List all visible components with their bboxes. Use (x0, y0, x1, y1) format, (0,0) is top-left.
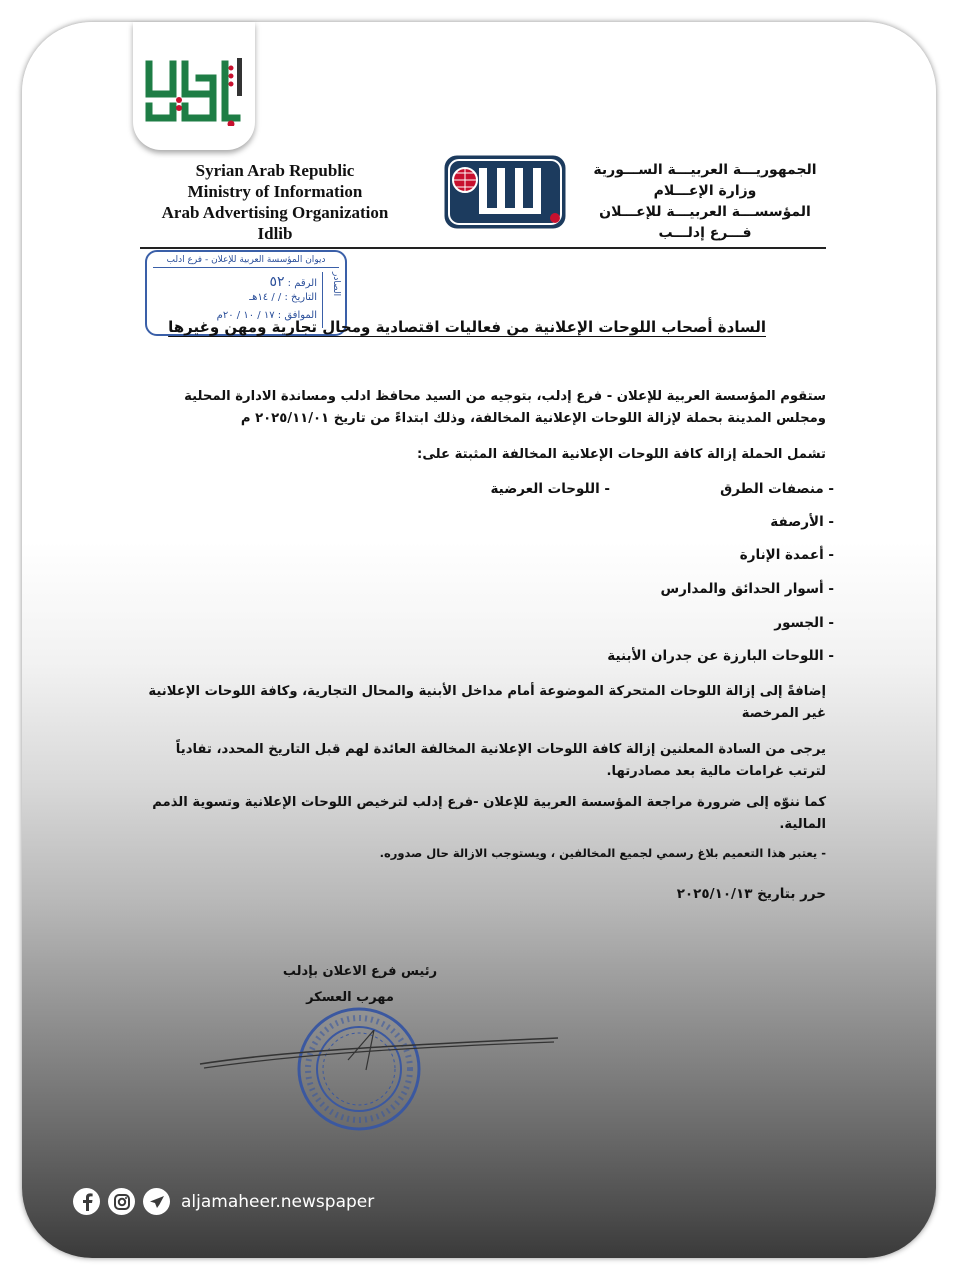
aljamaheer-logo-icon (143, 54, 243, 126)
advertising-organization-emblem-icon (443, 154, 567, 230)
stamp-hijri-date: التاريخ : / / ١٤هـ (249, 292, 317, 303)
stamp-gregorian-date: الموافق : ١٧ / ١٠ / ٢٠م (216, 310, 317, 321)
english-letterhead (140, 160, 410, 244)
stamp-side-label: الصادر (322, 272, 341, 328)
location-item: - أسوار الحدائق والمدارس (660, 581, 834, 597)
aljamaheer-logo (133, 22, 255, 150)
instagram-icon[interactable] (108, 1188, 135, 1215)
ar-ministry: وزارة الإعـــلام (653, 183, 757, 199)
letter-subject: السادة أصحاب اللوحات الإعلانية من فعاليات اقتصادية ومحال تجارية ومهن وغيرها (168, 318, 766, 336)
location-item: - منصفات الطرق (720, 481, 834, 497)
social-handle[interactable]: aljamaheer.newspaper (181, 1191, 375, 1212)
telegram-icon[interactable] (143, 1188, 170, 1215)
notice-paragraph: - يعتبر هذا التعميم بلاغ رسمي لجميع المخالفين ، ويستوجب الازالة حال صدوره. (379, 846, 826, 860)
addition-paragraph: إضافةً إلى إزالة اللوحات المتحركة الموضوعة أمام مداخل الأبنية والمحال التجارية، وكافة اللوحات الإعلانية غير المرخصة (148, 684, 826, 721)
location-item: - أعمدة الإنارة (739, 547, 834, 563)
en-republic: Syrian Arab Republic (195, 161, 355, 180)
issue-date: حرر بتاريخ ٢٠٢٥/١٠/١٣ (676, 886, 826, 902)
signatory-name: مهرب العسكر (306, 990, 394, 1005)
location-item: - اللوحات البارزة عن جدران الأبنية (607, 648, 834, 664)
ar-branch: فـــرع إدلـــب (658, 225, 752, 241)
location-item: - الجسور (774, 615, 834, 631)
social-footer (73, 1188, 374, 1215)
location-item: - اللوحات العرضية (490, 481, 610, 497)
arabic-letterhead (585, 160, 825, 244)
facebook-icon[interactable] (73, 1188, 100, 1215)
scope-paragraph: تشمل الحملة إزالة كافة اللوحات الإعلانية المخالفة المثبتة على: (417, 447, 826, 462)
stamp-number: الرقم : ٥٢ (269, 274, 317, 290)
reminder-paragraph: كما ننوّه إلى ضرورة مراجعة المؤسسة العربية للإعلان -فرع إدلب لترخيص اللوحات الإعلانية وتسوية الذمم المالية. (152, 795, 826, 832)
en-ministry: Ministry of Information (187, 182, 363, 201)
ar-organization: المؤسســـة العربيـــة للإعـــلان (599, 204, 811, 220)
letterhead-divider (140, 247, 826, 249)
signatory-title: رئيس فرع الاعلان بإدلب (282, 964, 438, 979)
request-paragraph: يرجى من السادة المعلنين إزالة كافة اللوحات الإعلانية المخالفة العائدة لهم قبل التاريخ المحدد، تفادياً لترتب غرامات مالية بعد مصادرتها. (175, 742, 826, 779)
stamp-title: ديوان المؤسسة العربية للإعلان - فرع ادلب (153, 255, 339, 268)
ar-republic: الجمهوريـــة العربيـــة الســـورية (593, 162, 817, 178)
intro-paragraph: ستقوم المؤسسة العربية للإعلان - فرع إدلب، بتوجيه من السيد محافظ ادلب ومساندة الادارة المحلية ومجلس المدينة بحملة لإزالة اللوحات الإعلانية المخالفة، وذلك ابتداءً من تاريخ ٢٠٢٥/١١/٠١ م (184, 389, 826, 426)
en-branch: Idlib (257, 224, 293, 243)
en-organization: Arab Advertising Organization (161, 203, 389, 222)
location-item: - الأرصفة (770, 514, 834, 530)
signature-stroke-icon (198, 1030, 562, 1072)
